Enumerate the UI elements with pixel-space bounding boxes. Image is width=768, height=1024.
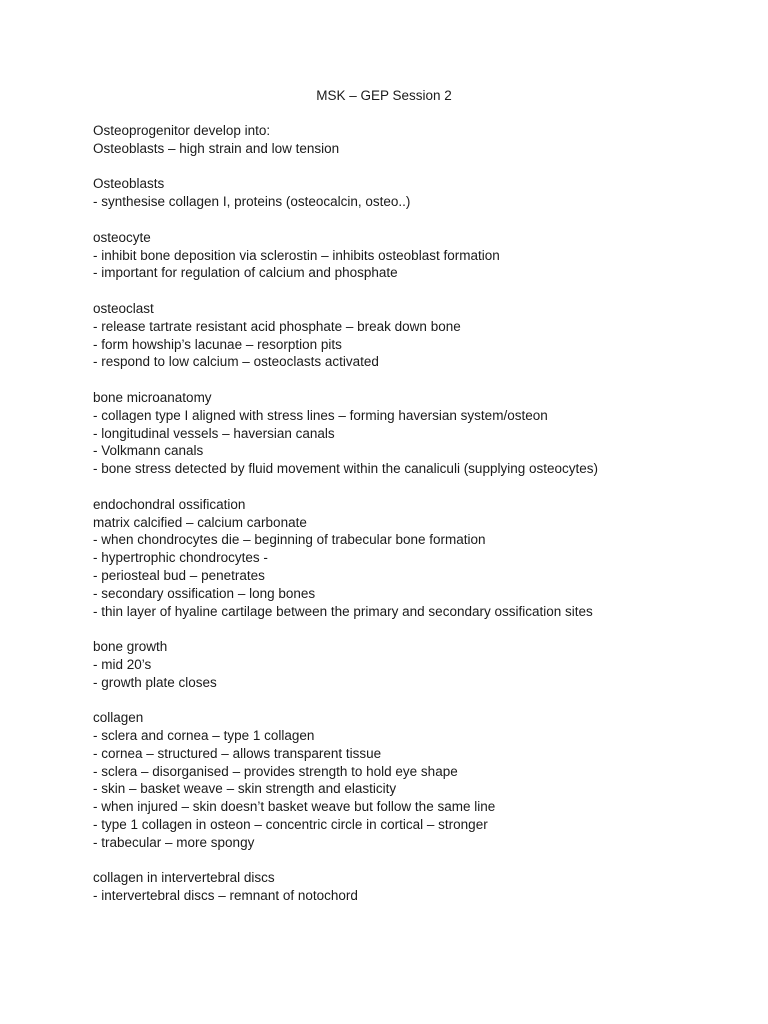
notes-section <box>93 869 713 905</box>
note-line: - respond to low calcium – osteoclasts activated <box>93 354 379 370</box>
notes-section <box>93 496 713 621</box>
note-line: - Volkmann canals <box>93 443 204 459</box>
section-heading: endochondral ossification <box>93 496 246 512</box>
note-line: - growth plate closes <box>93 674 217 690</box>
notes-section <box>93 175 713 211</box>
note-line: - longitudinal vessels – haversian canals <box>93 425 335 441</box>
note-line: - when injured – skin doesn’t basket weave but follow the same line <box>93 799 496 815</box>
note-line: - bone stress detected by fluid movement within the canaliculi (supplying osteocytes) <box>93 461 599 477</box>
notes-section <box>93 229 713 282</box>
note-line: - mid 20’s <box>93 656 152 672</box>
note-line: matrix calcified – calcium carbonate <box>93 514 307 530</box>
section-heading: osteoclast <box>93 300 154 316</box>
notes-section <box>93 300 713 371</box>
note-line: - release tartrate resistant acid phosphate – break down bone <box>93 318 461 334</box>
note-line: - cornea – structured – allows transparent tissue <box>93 745 382 761</box>
note-line: - trabecular – more spongy <box>93 834 255 850</box>
note-line: - thin layer of hyaline cartilage between the primary and secondary ossification sites <box>93 603 593 619</box>
section-heading: collagen <box>93 710 144 726</box>
note-line: - synthesise collagen I, proteins (osteocalcin, osteo..) <box>93 194 411 210</box>
note-line: - sclera and cornea – type 1 collagen <box>93 728 315 744</box>
note-line: - when chondrocytes die – beginning of trabecular bone formation <box>93 532 486 548</box>
note-line: - type 1 collagen in osteon – concentric circle in cortical – stronger <box>93 817 488 833</box>
note-line: - skin – basket weave – skin strength and elasticity <box>93 781 397 797</box>
note-line: - inhibit bone deposition via sclerostin – inhibits osteoblast formation <box>93 247 500 263</box>
note-line: - sclera – disorganised – provides strength to hold eye shape <box>93 763 458 779</box>
section-heading: collagen in intervertebral discs <box>93 870 275 886</box>
section-heading: Osteoblasts <box>93 176 165 192</box>
section-heading: osteocyte <box>93 229 151 245</box>
notes-section <box>93 709 713 851</box>
notes-section <box>93 389 713 478</box>
note-line: - form howship’s lacunae – resorption pits <box>93 336 342 352</box>
note-line: - periosteal bud – penetrates <box>93 567 265 583</box>
note-line: - intervertebral discs – remnant of notochord <box>93 888 358 904</box>
notes-section <box>93 122 713 158</box>
section-heading: bone microanatomy <box>93 389 212 405</box>
section-heading: Osteoprogenitor develop into: <box>93 123 271 138</box>
document-body <box>93 122 713 923</box>
notes-section <box>93 638 713 691</box>
section-heading: bone growth <box>93 639 168 655</box>
document-title: MSK – GEP Session 2 <box>316 88 452 103</box>
note-line: - secondary ossification – long bones <box>93 585 316 601</box>
note-line: - important for regulation of calcium and phosphate <box>93 265 398 281</box>
note-line: - collagen type I aligned with stress lines – forming haversian system/osteon <box>93 407 548 423</box>
note-line: Osteoblasts – high strain and low tension <box>93 140 340 156</box>
note-line: - hypertrophic chondrocytes - <box>93 550 268 566</box>
